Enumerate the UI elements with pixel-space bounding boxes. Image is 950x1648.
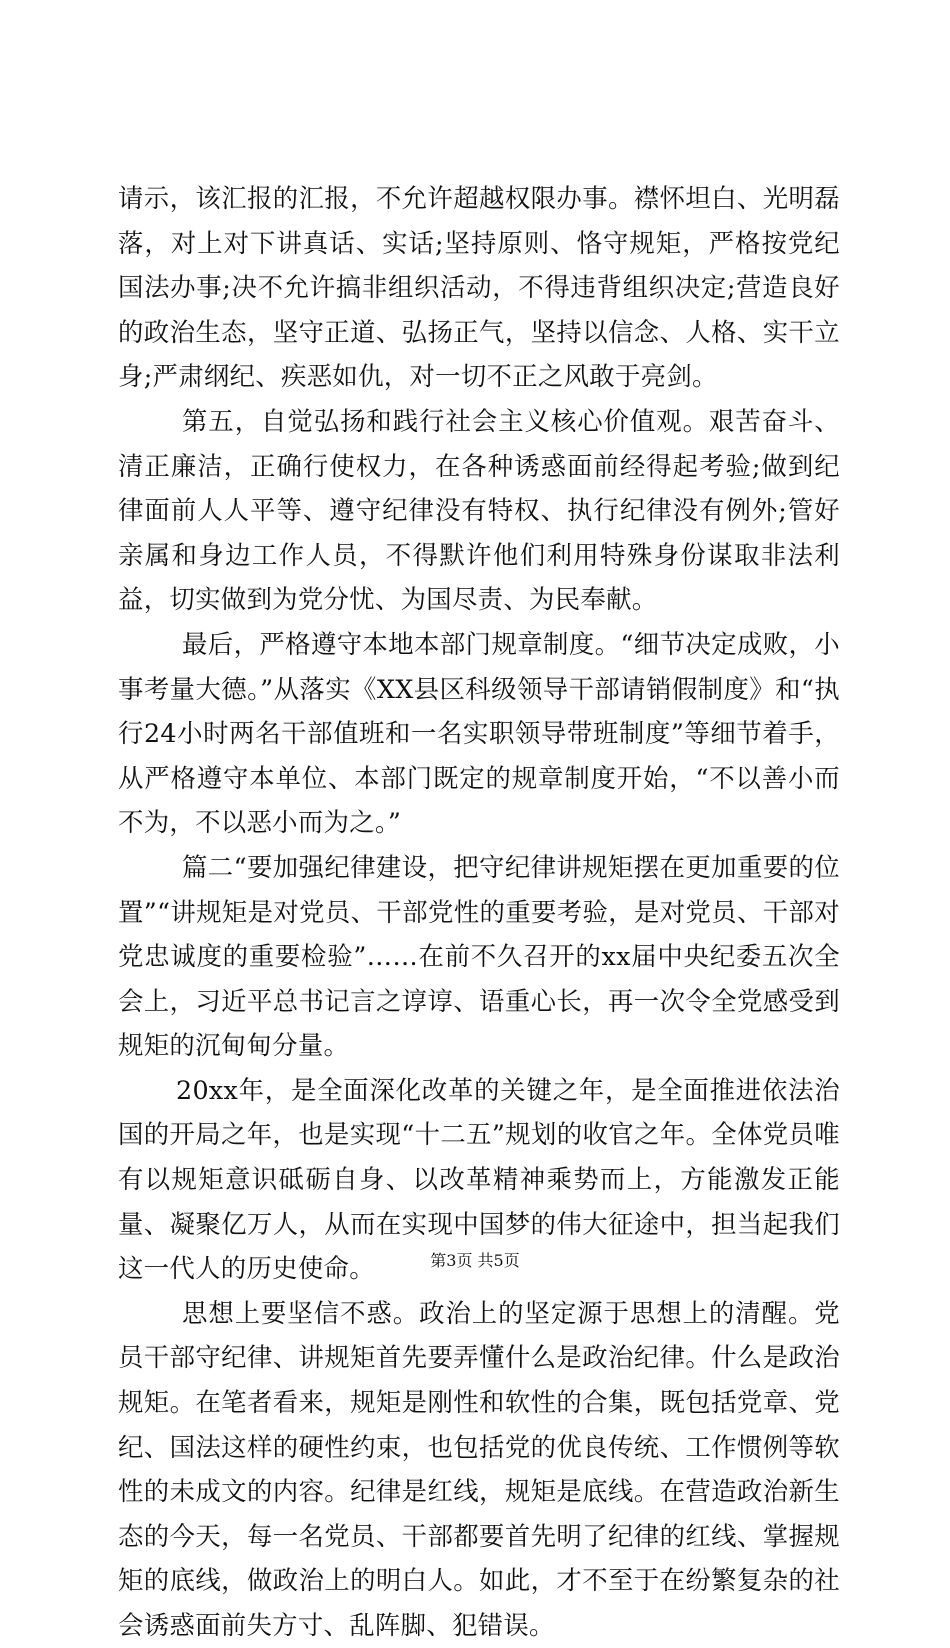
page-total: 共5页: [477, 1251, 520, 1270]
paragraph: 第五，自觉弘扬和践行社会主义核心价值观。艰苦奋斗、清正廉洁，正确行使权力，在各种诱惑面前经得起考验;做到纪律面前人人平等、遵守纪律没有特权、执行纪律没有例外;管好亲属和身边工作人员，不得默许他们利用特殊身份谋取非法利益，切实做到为党分忧、为国尽责、为民奉献。: [118, 405, 840, 615]
paragraph: 最后，严格遵守本地本部门规章制度。“细节决定成败，小事考量大德。”从落实《XX县区科级领导干部请销假制度》和“执行24小时两名干部值班和一名实职领导带班制度”等细节着手，从严格遵守本单位、本部门既定的规章制度开始，“不以善小而不为，不以恶小而为之。”: [118, 628, 840, 838]
paragraph: 篇二“要加强纪律建设，把守纪律讲规矩摆在更加重要的位置”“讲规矩是对党员、干部党性的重要考验，是对党员、干部对党忠诚度的重要检验”……在前不久召开的xx届中央纪委五次全会上，习近平总书记言之谆谆、语重心长，再一次令全党感受到规矩的沉甸甸分量。: [118, 851, 840, 1061]
paragraph: 请示，该汇报的汇报，不允许超越权限办事。襟怀坦白、光明磊落，对上对下讲真话、实话;坚持原则、恪守规矩，严格按党纪国法办事;决不允许搞非组织活动，不得违背组织决定;营造良好的政治生态，坚守正道、弘扬正气，坚持以信念、人格、实干立身;严肃纲纪、疾恶如仇，对一切不正之风敢于亮剑。: [118, 183, 840, 392]
page-footer: [0, 1250, 950, 1272]
paragraph: 20xx年，是全面深化改革的关键之年，是全面推进依法治国的开局之年，也是实现“十二五”规划的收官之年。全体党员唯有以规矩意识砥砺自身、以改革精神乘势而上，方能激发正能量、凝聚亿万人，从而在实现中国梦的伟大征途中，担当起我们这一代人的历史使命。: [118, 1074, 840, 1284]
document-body: [118, 176, 840, 1648]
paragraph: 思想上要坚信不惑。政治上的坚定源于思想上的清醒。党员干部守纪律、讲规矩首先要弄懂什么是政治纪律。什么是政治规矩。在笔者看来，规矩是刚性和软性的合集，既包括党章、党纪、国法这样的硬性约束，也包括党的优良传统、工作惯例等软性的未成文的内容。纪律是红线，规矩是底线。在营造政治新生态的今天，每一名党员、干部都要首先明了纪律的红线、掌握规矩的底线，做政治上的明白人。如此，才不至于在纷繁复杂的社会诱惑面前失方寸、乱阵脚、犯错误。: [118, 1297, 840, 1640]
page-number: 第3页: [430, 1251, 473, 1270]
